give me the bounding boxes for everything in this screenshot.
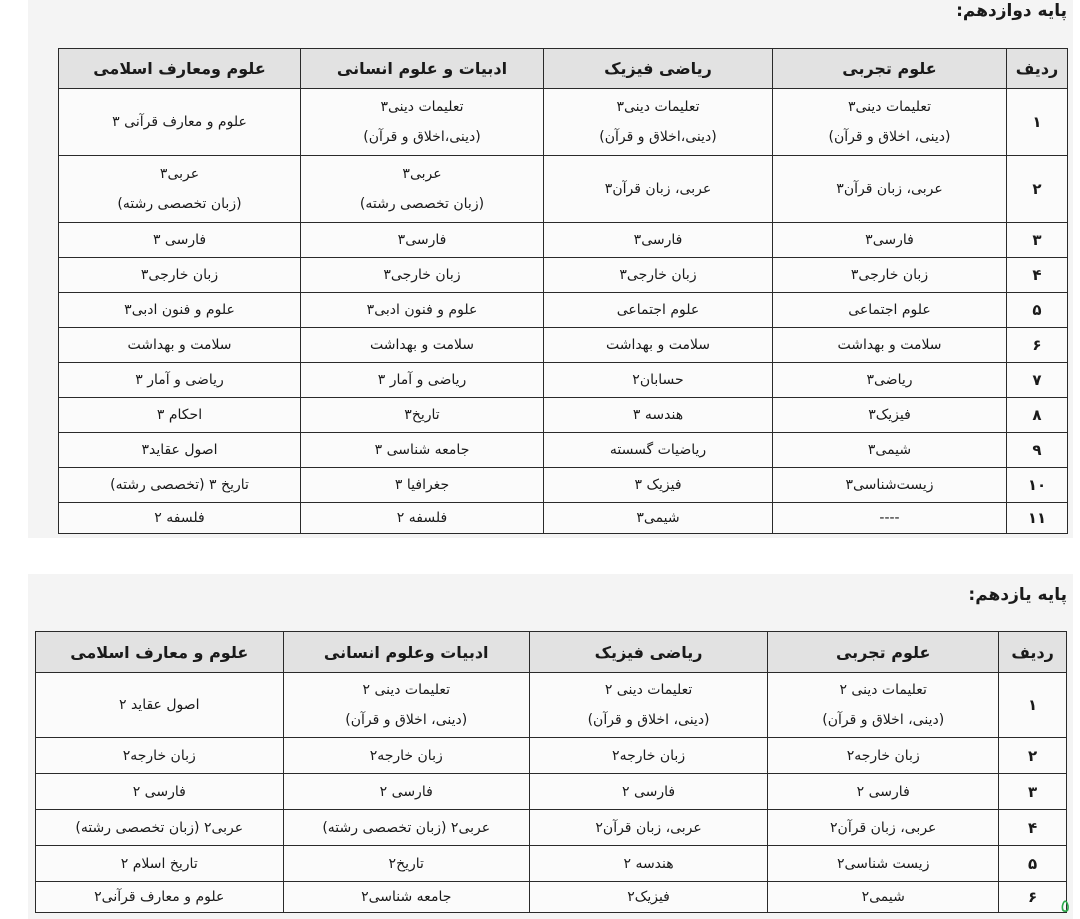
column-header: علوم و معارف اسلامی [36,632,284,673]
cell-text: (دینی،اخلاق و قرآن) [363,129,481,145]
cell-text: جامعه شناسی ۳ [374,442,470,458]
table-cell [768,738,999,774]
row-number-cell: ۱۱ [1007,503,1068,534]
table-cell [301,328,544,363]
table-row [59,89,1068,156]
table-cell [768,846,999,882]
cell-text: تعلیمات دینی ۲ [839,682,927,698]
table-cell [36,882,284,913]
cell-text: عربی۲ (زبان تخصصی رشته) [75,819,244,836]
cell-text: عربی۳ [159,166,200,182]
table-cell [283,810,529,846]
cell-text: علوم و معارف قرآنی۲ [94,889,225,905]
cell-text: فارسی ۲ [132,783,186,800]
table-row [59,293,1068,328]
table-header-row [36,632,1067,673]
table-row [59,258,1068,293]
cell-text: فیزیک۲ [627,889,670,905]
table-cell [529,846,767,882]
cell-text: تعلیمات دینی۳ [380,99,464,115]
cell-text: تاریخ۲ [388,855,424,872]
table-cell [773,328,1007,363]
table-cell [283,882,529,913]
table-cell [544,433,773,468]
cell-text: اصول عقاید ۲ [118,697,200,713]
column-header: علوم تجربی [768,632,999,673]
table-cell [544,89,773,156]
table-cell [773,468,1007,503]
table-cell [36,673,284,738]
table-cell [773,89,1007,156]
table-row [59,223,1068,258]
table-cell [529,882,767,913]
cell-text: فارسی ۳ [152,232,207,248]
table-cell [301,398,544,433]
row-number-cell: ۱۰ [1007,468,1068,503]
grade11-panel [28,574,1073,919]
table-row [59,503,1068,534]
table-cell [529,738,767,774]
cell-text: ریاضی و آمار ۳ [135,372,224,388]
table-cell [773,433,1007,468]
table-cell [301,363,544,398]
table-cell [773,258,1007,293]
cell-text: عربی، زبان قرآن۲ [830,819,937,836]
table-row [36,738,1067,774]
cell-text: (دینی،اخلاق و قرآن) [599,129,717,145]
table-cell [544,293,773,328]
cell-text: زیست شناسی۲ [836,855,930,872]
table-row [59,328,1068,363]
row-number-cell: ۵ [1007,293,1068,328]
cell-text: زبان خارجی۳ [140,267,219,283]
grade12-table [58,48,1068,534]
table-cell [768,673,999,738]
grade12-panel [28,0,1073,538]
table-cell [59,89,301,156]
table-cell [544,398,773,433]
cell-text: تعلیمات دینی ۲ [604,682,693,698]
cell-text: جغرافیا ۳ [394,477,450,493]
cell-text: سلامت و بهداشت [837,337,942,353]
row-number-cell: ۱ [1007,89,1068,156]
cell-text: علوم و فنون ادبی۳ [124,302,235,318]
cell-text: تاریخ ۳ (تخصصی رشته) [110,477,249,493]
cell-text: زبان خارجه۲ [122,747,196,764]
row-number-cell: ۳ [1007,223,1068,258]
column-header: ریاضی فیزیک [529,632,767,673]
table-cell [59,223,301,258]
table-cell [529,774,767,810]
table-row [36,882,1067,913]
cell-text: احکام ۳ [156,407,203,423]
cell-text: زبان خارجی۳ [619,267,697,283]
table-cell [768,882,999,913]
cell-text: فارسی۳ [633,232,683,248]
cell-text: زیست‌شناسی۳ [845,477,934,493]
row-number-cell: ۱ [999,673,1067,738]
table-cell [36,738,284,774]
table-cell [59,503,301,534]
cell-text: ریاضی و آمار ۳ [377,372,467,388]
cell-text: فارسی۳ [397,232,447,248]
cell-text: فلسفه ۲ [396,510,448,526]
table-cell [36,774,284,810]
table-cell [283,673,529,738]
table-cell [529,810,767,846]
table-cell [283,774,529,810]
cell-text: شیمی۳ [636,510,680,526]
cell-text: علوم اجتماعی [848,302,931,318]
table-cell [768,774,999,810]
cell-text: علوم و فنون ادبی۳ [366,302,478,318]
table-cell [59,293,301,328]
table-cell [544,363,773,398]
cell-text: زبان خارجه۲ [369,747,443,764]
cell-text: تاریخ اسلام ۲ [120,855,198,872]
table-cell [59,433,301,468]
cell-text: ریاضی۳ [866,372,913,388]
cell-text: فارسی ۲ [622,783,676,800]
table-cell [59,156,301,223]
cell-text: (زبان تخصصی رشته) [117,196,242,212]
table-cell [773,293,1007,328]
row-number-cell: ۴ [1007,258,1068,293]
table-cell [283,738,529,774]
table-cell [773,503,1007,534]
table-row [59,156,1068,223]
cell-text: عربی، زبان قرآن۲ [595,819,702,836]
cell-text: اصول عقاید۳ [141,442,218,458]
cell-text: سلامت و بهداشت [127,337,232,353]
table-cell [36,846,284,882]
cell-text: فیزیک ۳ [634,477,682,493]
table-row [59,398,1068,433]
cell-text: هندسه ۲ [623,855,674,872]
table-cell [544,223,773,258]
table-header-row [59,49,1068,89]
column-header: ریاضی فیزیک [544,49,773,89]
cell-text: زبان خارجی۳ [383,267,461,283]
cell-text: (دینی، اخلاق و قرآن) [822,712,945,728]
cell-text: حسابان۲ [632,372,684,388]
table-cell [59,363,301,398]
table-cell [301,503,544,534]
cell-text: علوم اجتماعی [616,302,700,318]
cell-text: هندسه ۳ [632,407,684,423]
table-cell [59,468,301,503]
cell-text: سلامت و بهداشت [605,337,711,353]
table-cell [544,156,773,223]
cell-text: فارسی ۲ [379,783,433,800]
table-cell [301,258,544,293]
column-header: علوم ومعارف اسلامی [59,49,301,89]
table-cell [59,328,301,363]
cell-text: فلسفه ۲ [154,510,205,526]
column-header-row-number: ردیف [999,632,1067,673]
column-header-row-number: ردیف [1007,49,1068,89]
row-number-cell: ۶ [1007,328,1068,363]
table-cell [301,89,544,156]
cell-text: فارسی ۲ [856,783,910,800]
cell-text: (زبان تخصصی رشته) [359,196,485,212]
table-row [36,810,1067,846]
row-number-cell: ۲ [999,738,1067,774]
table-row [59,433,1068,468]
table-cell [283,846,529,882]
table-cell [59,398,301,433]
table-cell [301,156,544,223]
cell-text: عربی۲ (زبان تخصصی رشته) [322,819,491,836]
table-row [59,468,1068,503]
cell-text: شیمی۲ [861,889,905,905]
row-number-cell: ۸ [1007,398,1068,433]
table-cell [544,258,773,293]
table-cell [529,673,767,738]
cell-text: فارسی۳ [865,232,914,248]
table-cell [544,328,773,363]
table-cell [773,398,1007,433]
cell-text: (دینی، اخلاق و قرآن) [587,712,710,728]
cell-text: (دینی، اخلاق و قرآن) [345,712,468,728]
table-cell [301,433,544,468]
row-number-cell: ۶ [999,882,1067,913]
row-number-cell: ۲ [1007,156,1068,223]
table-row [36,774,1067,810]
table-row [36,846,1067,882]
cell-text: فیزیک۳ [868,407,911,423]
cell-text: (دینی، اخلاق و قرآن) [828,129,951,145]
cell-text: ---- [879,510,900,526]
cell-text: تعلیمات دینی ۲ [362,682,450,698]
table-cell [773,363,1007,398]
cell-text: شیمی۳ [867,442,912,458]
grade12-title: پایه دوازدهم: [956,1,1067,21]
cell-text: علوم و معارف قرآنی ۳ [112,114,247,130]
cell-text: عربی۳ [402,166,442,182]
grade11-table [35,631,1067,913]
cell-text: جامعه شناسی۲ [361,889,452,905]
green-mark: ٥ [1060,896,1070,917]
cell-text: تعلیمات دینی۳ [847,99,932,115]
table-cell [773,156,1007,223]
grade11-title: پایه یازدهم: [968,585,1067,605]
table-row [36,673,1067,738]
table-row [59,363,1068,398]
cell-text: تعلیمات دینی۳ [616,99,700,115]
table-cell [59,258,301,293]
cell-text: عربی، زبان قرآن۳ [604,181,712,197]
cell-text: عربی، زبان قرآن۳ [836,181,943,197]
table-cell [544,503,773,534]
row-number-cell: ۴ [999,810,1067,846]
table-cell [768,810,999,846]
cell-text: سلامت و بهداشت [369,337,475,353]
row-number-cell: ۷ [1007,363,1068,398]
cell-text: تاریخ۳ [404,407,440,423]
cell-text: زبان خارجی۳ [850,267,929,283]
column-header: ادبیات وعلوم انسانی [283,632,529,673]
table-cell [301,223,544,258]
cell-text: زبان خارجه۲ [612,747,686,764]
row-number-cell: ۵ [999,846,1067,882]
table-cell [544,468,773,503]
cell-text: ریاضیات گسسته [609,442,707,458]
column-header: ادبیات و علوم انسانی [301,49,544,89]
row-number-cell: ۹ [1007,433,1068,468]
column-header: علوم تجربی [773,49,1007,89]
table-cell [301,293,544,328]
table-cell [301,468,544,503]
table-cell [36,810,284,846]
table-cell [773,223,1007,258]
cell-text: زبان خارجه۲ [846,747,920,764]
row-number-cell: ۳ [999,774,1067,810]
